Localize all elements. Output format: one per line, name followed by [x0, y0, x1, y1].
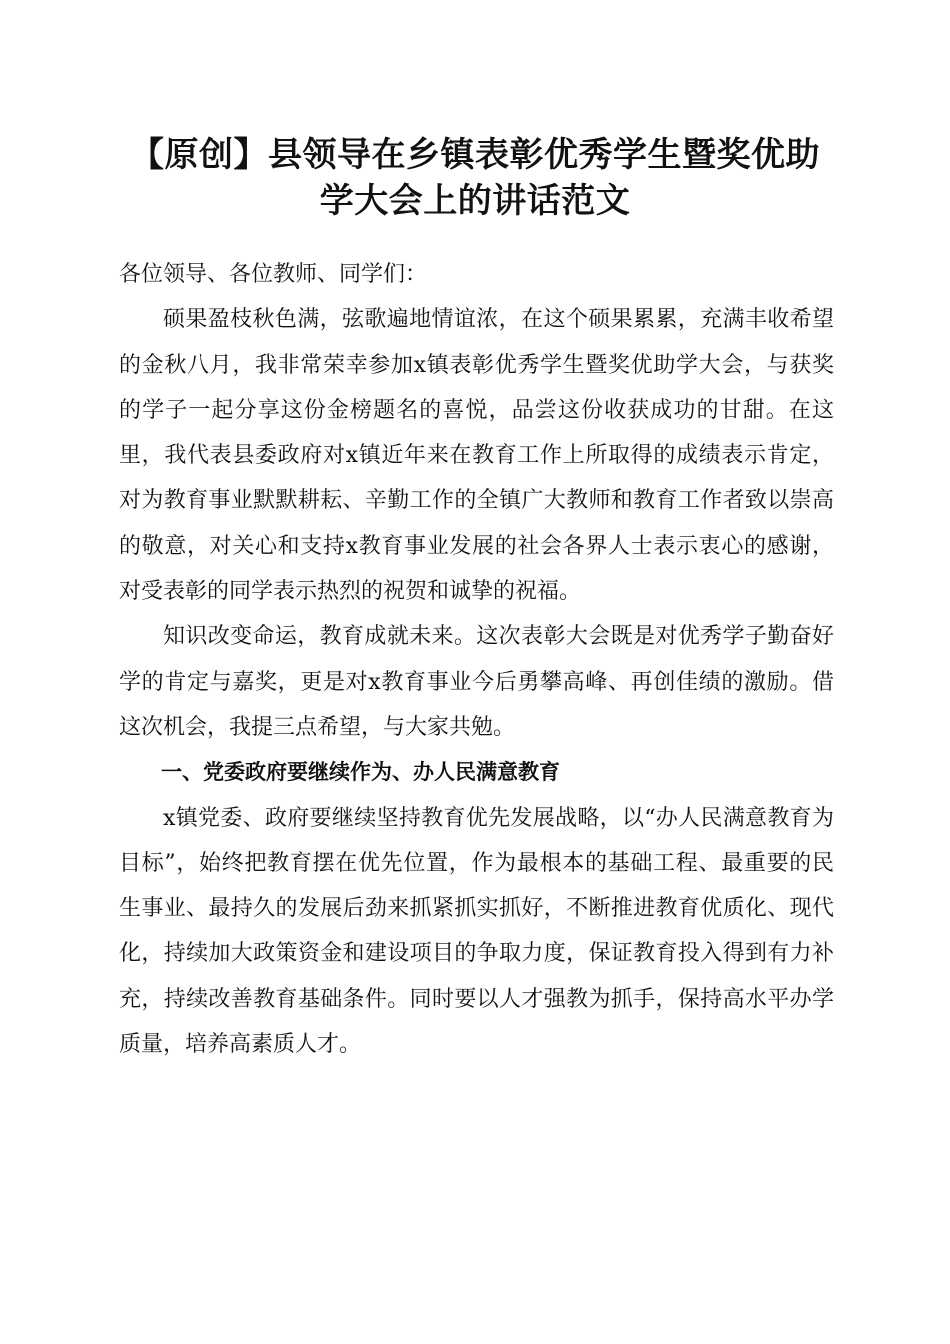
paragraph-1: 硕果盈枝秋色满，弦歌遍地情谊浓，在这个硕果累累，充满丰收希望的金秋八月，我非常荣幸参加x镇表彰优秀学生暨奖优助学大会，与获奖的学子一起分享这份金榜题名的喜悦，品尝这份收获成功的甘甜。在这里，我代表县委政府对x镇近年来在教育工作上所取得的成绩表示肯定，对为教育事业默默耕耘、辛勤工作的全镇广大教师和教育工作者致以崇高的敬意，对关心和支持x教育事业发展的社会各界人士表示衷心的感谢，对受表彰的同学表示热烈的祝贺和诚挚的祝福。	[119, 307, 834, 605]
paragraph-3: x镇党委、政府要继续坚持教育优先发展战略，以“办人民满意教育为目标”，始终把教育摆在优先位置，作为最根本的基础工程、最重要的民生事业、最持久的发展后劲来抓紧抓实抓好，不断推进教育优质化、现代化，持续加大政策资金和建设项目的争取力度，保证教育投入得到有力补充，持续改善教育基础条件。同时要以人才强教为抓手，保持高水平办学质量，培养高素质人才。	[119, 805, 834, 1058]
document-title	[100, 132, 850, 224]
document-body	[119, 252, 834, 1067]
section-heading-1: 一、党委政府要继续作为、办人民满意教育	[161, 760, 560, 785]
salutation: 各位领导、各位教师、同学们：	[119, 262, 428, 287]
title-line-2: 学大会上的讲话范文	[319, 181, 631, 221]
paragraph-2: 知识改变命运，教育成就未来。这次表彰大会既是对优秀学子勤奋好学的肯定与嘉奖，更是对x教育事业今后勇攀高峰、再创佳绩的激励。借这次机会，我提三点希望，与大家共勉。	[119, 624, 834, 740]
title-line-1: 【原创】县领导在乡镇表彰优秀学生暨奖优助	[130, 135, 820, 175]
